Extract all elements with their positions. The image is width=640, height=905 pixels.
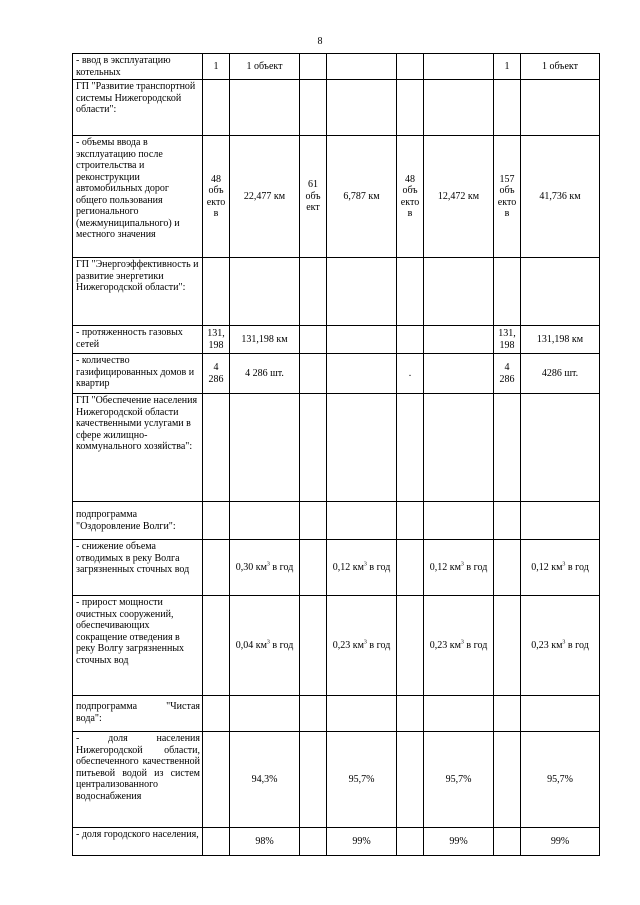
cell <box>424 394 494 502</box>
cell: 95,7% <box>327 732 397 828</box>
cell <box>327 502 397 540</box>
cell: 131, 198 <box>494 326 521 354</box>
cell <box>300 596 327 696</box>
cell: 99% <box>424 828 494 856</box>
cell <box>494 696 521 732</box>
cell <box>230 80 300 136</box>
table-row <box>73 828 600 856</box>
cell: 41,736 км <box>521 136 600 258</box>
cell: 131, 198 <box>203 326 230 354</box>
table-row <box>73 540 600 596</box>
cell <box>327 54 397 80</box>
cell <box>203 502 230 540</box>
cell <box>397 80 424 136</box>
cell <box>424 696 494 732</box>
cell: 0,04 $км^3$ в год <box>230 596 300 696</box>
cell <box>521 696 600 732</box>
cell <box>521 80 600 136</box>
cell <box>424 354 494 394</box>
cell <box>203 696 230 732</box>
cell <box>203 540 230 596</box>
row-label: - доля городского населения, <box>73 828 203 856</box>
table-row <box>73 732 600 828</box>
cell <box>203 80 230 136</box>
cell <box>230 502 300 540</box>
cell: 94,3% <box>230 732 300 828</box>
cell <box>397 54 424 80</box>
cell: 48 объ екто в <box>397 136 424 258</box>
cell: 22,477 км <box>230 136 300 258</box>
cell: 0,12 $км^3$ в год <box>327 540 397 596</box>
cell <box>327 696 397 732</box>
cell <box>327 394 397 502</box>
cell <box>300 732 327 828</box>
cell <box>521 258 600 326</box>
cell: 95,7% <box>424 732 494 828</box>
cell: . <box>397 354 424 394</box>
row-label: ГП "Обеспечение населения Нижегородской области качественными услугами в сфере жилищно-коммунального хозяйства": <box>73 394 203 502</box>
cell <box>494 540 521 596</box>
cell <box>397 540 424 596</box>
cell: 0,23 $км^3$ в год <box>327 596 397 696</box>
cell <box>521 394 600 502</box>
cell <box>494 394 521 502</box>
indicators-table <box>72 53 600 856</box>
table-row <box>73 54 600 80</box>
cell <box>494 732 521 828</box>
cell: 131,198 км <box>230 326 300 354</box>
cell <box>424 54 494 80</box>
cell <box>424 258 494 326</box>
cell: 0,23 $км^3$ в год <box>424 596 494 696</box>
row-label: - доля населения Нижегородской области, обеспеченного качественной питьевой водой из систем централизованного водоснабжения <box>73 732 203 828</box>
table-row <box>73 696 600 732</box>
row-label: - объемы ввода в эксплуатацию после строительства и реконструкции автомобильных дорог общего пользования регионального (межмуниципального) и местного значения <box>73 136 203 258</box>
cell <box>397 326 424 354</box>
cell: 0,12 $км^3$ в год <box>424 540 494 596</box>
cell <box>300 80 327 136</box>
cell <box>397 596 424 696</box>
cell: 131,198 км <box>521 326 600 354</box>
cell <box>300 394 327 502</box>
cell <box>300 828 327 856</box>
cell <box>494 596 521 696</box>
row-label: - снижение объема отводимых в реку Волга загрязненных сточных вод <box>73 540 203 596</box>
cell <box>300 540 327 596</box>
cell <box>327 354 397 394</box>
table-row <box>73 258 600 326</box>
row-label: подпрограмма "Оздоровление Волги": <box>73 502 203 540</box>
cell <box>327 258 397 326</box>
cell: 1 <box>203 54 230 80</box>
cell <box>424 326 494 354</box>
cell <box>327 326 397 354</box>
cell <box>300 502 327 540</box>
cell <box>300 696 327 732</box>
cell <box>300 326 327 354</box>
cell: 12,472 км <box>424 136 494 258</box>
cell: 6,787 км <box>327 136 397 258</box>
cell <box>230 696 300 732</box>
cell: 48 объ екто в <box>203 136 230 258</box>
row-label: подпрограмма "Чистая вода": <box>73 696 203 732</box>
cell <box>230 258 300 326</box>
cell <box>397 696 424 732</box>
cell <box>300 258 327 326</box>
table-row <box>73 394 600 502</box>
cell: 99% <box>521 828 600 856</box>
cell: 0,30 $км^3$ в год <box>230 540 300 596</box>
cell: 98% <box>230 828 300 856</box>
cell <box>230 394 300 502</box>
cell: 4286 шт. <box>521 354 600 394</box>
table-row <box>73 326 600 354</box>
row-label: - количество газифицированных домов и квартир <box>73 354 203 394</box>
cell: 1 объект <box>230 54 300 80</box>
cell <box>424 80 494 136</box>
cell <box>397 732 424 828</box>
cell: 4 286 шт. <box>230 354 300 394</box>
table-row <box>73 502 600 540</box>
cell <box>494 828 521 856</box>
cell <box>494 258 521 326</box>
cell: 0,12 $км^3$ в год <box>521 540 600 596</box>
cell: 4 286 <box>203 354 230 394</box>
cell <box>397 828 424 856</box>
table-row <box>73 354 600 394</box>
table-row <box>73 136 600 258</box>
cell <box>300 354 327 394</box>
row-label: ГП "Развитие транспортной системы Нижегородской области": <box>73 80 203 136</box>
cell: 0,23 $км^3$ в год <box>521 596 600 696</box>
row-label: - прирост мощности очистных сооружений, обеспечивающих сокращение отведения в реку Волгу загрязненных сточных вод <box>73 596 203 696</box>
cell <box>521 502 600 540</box>
cell: 99% <box>327 828 397 856</box>
cell: 61 объ ект <box>300 136 327 258</box>
row-label: ГП "Энергоэффективность и развитие энергетики Нижегородской области": <box>73 258 203 326</box>
cell: 1 <box>494 54 521 80</box>
cell <box>494 502 521 540</box>
cell: 157 объ екто в <box>494 136 521 258</box>
cell <box>397 258 424 326</box>
cell <box>327 80 397 136</box>
cell <box>203 732 230 828</box>
row-label: - ввод в эксплуатацию котельных <box>73 54 203 80</box>
cell <box>424 502 494 540</box>
row-label: - протяженность газовых сетей <box>73 326 203 354</box>
cell <box>397 502 424 540</box>
cell: 95,7% <box>521 732 600 828</box>
cell: 1 объект <box>521 54 600 80</box>
cell <box>300 54 327 80</box>
cell: 4 286 <box>494 354 521 394</box>
table-row <box>73 596 600 696</box>
page-number: 8 <box>317 36 323 47</box>
cell <box>203 258 230 326</box>
cell <box>203 394 230 502</box>
cell <box>203 596 230 696</box>
cell <box>397 394 424 502</box>
table-row <box>73 80 600 136</box>
cell <box>494 80 521 136</box>
cell <box>203 828 230 856</box>
